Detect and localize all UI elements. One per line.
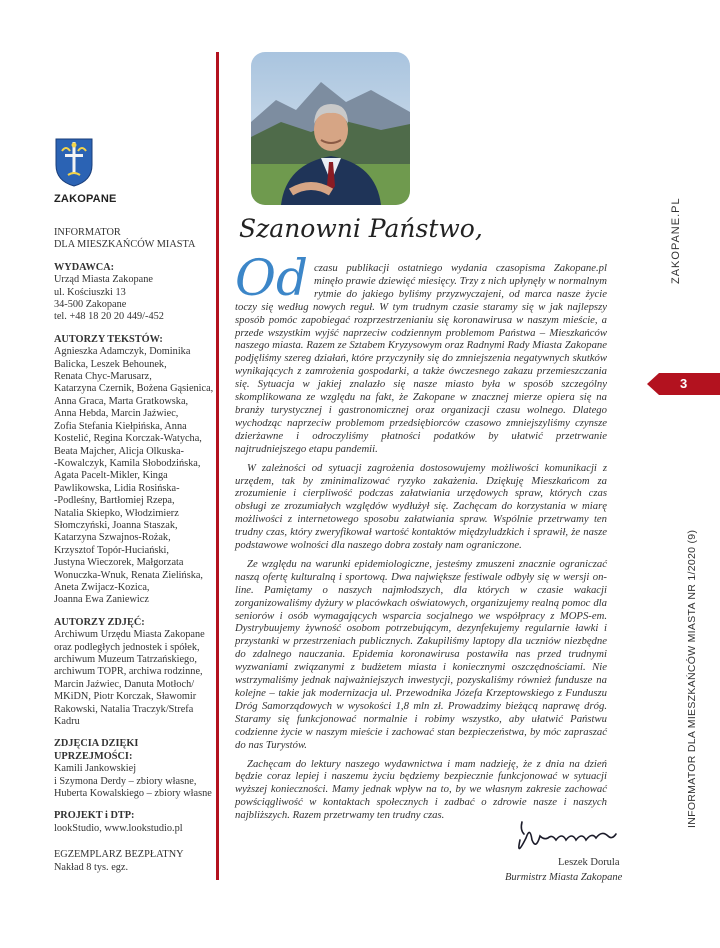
letter-body xyxy=(235,249,607,828)
photos-block xyxy=(54,617,214,729)
info-line: Kadru xyxy=(54,716,80,728)
town-name: ZAKOPANE xyxy=(54,193,117,205)
info-line: Huberta Kowalskiego – zbiory własne xyxy=(54,788,212,800)
masthead-sidebar xyxy=(54,227,214,884)
info-line: EGZEMPLARZ BEZPŁATNY xyxy=(54,849,184,861)
mayor-photo xyxy=(251,52,410,205)
free-copy-lines xyxy=(54,849,214,874)
info-line: Wonuczka-Wnuk, Renata Zielińska, xyxy=(54,569,203,581)
info-line: Anna Hebda, Marcin Jaźwiec, xyxy=(54,408,179,420)
info-line: Kostelić, Regina Korczak-Watycha, xyxy=(54,433,202,445)
info-line: Archiwum Urzędu Miasta Zakopane xyxy=(54,629,205,641)
info-line: Renata Chyc-Marusarz, xyxy=(54,371,152,383)
publisher-heading: WYDAWCA: xyxy=(54,261,115,273)
info-line: Agnieszka Adamczyk, Dominika xyxy=(54,346,191,358)
info-line: archiwum Muzeum Tatrzańskiego, xyxy=(54,654,197,665)
authors-lines xyxy=(54,346,214,607)
letter-paragraph: W zależności od sytuacji zagrożenia dostosowujemy możliwości komunikacji z urzędem, tak by zminimalizować ryzyko zakażenia. Dziękuję Mieszkańcom za zrozumienie i cierpliwość podczas załatwiania urzędowych spraw, których czas obsługi ze zrozumiałych względów wydłużył się. Zachęcam do korzystania w miarę możliwości z internetowego sposobu załatwiania spraw. Wspólnie przetrwamy ten trudny czas, który zweryfikował wartość kontaktów międzyludzkich i sprawił, że nasze podstawowe wolności dla naszego dobra zostały nam ograniczone. xyxy=(235,461,607,552)
paragraph-text: czasu publikacji ostatniego wydania czasopisma Zakopane.pl minęło prawie dziewięć miesięcy. Trzy z nich upłynęły w normalnym rytmie do jakiego byliśmy przyzwyczajeni, od marca nasze życie toczy się według nowych reguł. W tym trudnym czasie staramy się w jak najlepszy sposób pomóc zapobiegać rozprzestrzenianiu się koronawirusa w naszym mieście, a przede wszystkim wyjść naprzeciw codziennym problemom Państwa – Mieszkańców naszego miasta. Razem ze Sztabem Kryzysowym oraz Radnymi Rady Miasta Zakopane podjęliśmy szereg działań, które przyczyniły się do zmniejszenia negatywnych skutków wynikających z zamrożenia gospodarki, a także ówczesnego zakazu przemieszczania się. Sytuacja w jakiej znalazło się nasze miasto była w sposób szczególny skomplikowana ze względu na fakt, że Zakopane w znacznej mierze opiera się na branży turystycznej i gastronomicznej oraz organizacji czasu wolnego. Dlatego wychodząc naprzeciw problemom przedsiębiorców czasowo zmniejszyliśmy czynsze dzierżawne i odroczyliśmy płatności podatków by ułatwić przetrwanie najtrudniejszego etapu pandemii. xyxy=(235,262,607,455)
info-line: Katarzyna Szwajnos-Rożak, xyxy=(54,532,171,544)
courtesy-block xyxy=(54,738,214,800)
courtesy-heading: ZDJĘCIA DZIĘKI UPRZEJMOŚCI: xyxy=(54,738,139,762)
info-line: Rakowski, Natalia Traczyk/Strefa xyxy=(54,703,194,715)
page-number: 3 xyxy=(680,376,688,391)
info-line: Katarzyna Czernik, Bożena Gąsienica, xyxy=(54,383,214,395)
info-line: Słomczyński, Joanna Staszak, xyxy=(54,519,178,531)
informator-block xyxy=(54,227,214,252)
info-line: Justyna Wieczorek, Małgorzata xyxy=(54,557,184,569)
info-line: 34-500 Zakopane xyxy=(54,299,127,311)
signer-name: Leszek Dorula xyxy=(558,857,620,868)
photos-lines xyxy=(54,629,214,728)
info-line: Zofia Stefania Kiełpińska, Anna xyxy=(54,420,187,432)
info-line: ul. Kościuszki 13 xyxy=(54,286,126,298)
info-line: Agata Pacelt-Mikler, Kinga xyxy=(54,470,168,482)
dtp-lines xyxy=(54,823,214,835)
info-line: MKiDN, Piotr Korczak, Sławomir xyxy=(54,691,197,703)
informator-line: DLA MIESZKAŃCÓW MIASTA xyxy=(54,239,196,251)
dtp-block xyxy=(54,810,214,835)
info-line: Aneta Zwijacz-Kozica, xyxy=(54,581,150,593)
photos-heading: AUTORZY ZDJĘĆ: xyxy=(54,616,145,628)
info-line: i Szymona Derdy – zbiory własne, xyxy=(54,775,197,787)
authors-heading: AUTORZY TEKSTÓW: xyxy=(54,333,163,345)
info-line: archiwum TOPR, archiwa rodzinne, xyxy=(54,666,203,678)
issue-info: INFORMATOR DLA MIESZKAŃCÓW MIASTA NR 1/2020 (9) xyxy=(686,529,698,828)
letter-paragraph xyxy=(235,249,607,456)
publisher-lines xyxy=(54,274,214,324)
dropcap: Od xyxy=(235,249,308,307)
letter-paragraph: Ze względu na warunki epidemiologiczne, jesteśmy zmuszeni znacznie ograniczać naszą ofertę kulturalną i sportową. Dwa największe festiwale odbyły się w wersji on-line. Pamiętamy o naszych najmłodszych, dla których w czasie wakacji zorganizowaliśmy dyżury w placówkach oświatowych, organizujemy realną pomoc dla seniorów i osób wymagających wsparcia socjalnego we współpracy z MOPS-em. Dystrybuujemy żywność osobom potrzebującym, dezynfekujemy regularnie ławki i przystanki w przestrzeniach publicznych. Zakupiliśmy laptopy dla uczniów niezbędne do zdalnego nauczania. Epidemia koronawirusa postawiła nas przed trudnymi wyzwaniami związanymi z budżetem miasta i koniecznymi oszczędnościami. Nie wstrzymaliśmy jednak najważniejszych inwestycji, pozyskaliśmy również fundusze na kolejne – takie jak modernizacja ul. Przewodnika Józefa Krzeptowskiego z Funduszu Dróg Samorządowych w wysokości 1,8 mln zł. Prowadzimy bieżącą naprawę dróg. Staramy się funkcjonować normalnie i robimy wszystko, aby ułatwić Państwu codzienne życie w naszym mieście i zachować stan bezpieczeństwa, by móc zapraszać do nas Turystów. xyxy=(235,557,607,751)
courtesy-lines xyxy=(54,763,214,800)
info-line: Kamili Jankowskiej xyxy=(54,763,137,775)
letter-paragraph: Zachęcam do lektury naszego wydawnictwa i mam nadzieję, że z dnia na dzień będzie coraz lepiej i naszemu życiu będziemy bezpiecznie funkcjonować w sytuacji wyższej konieczności. Mamy jednak wpływ na to, by we własnym zakresie zachować powściągliwość w kontaktach społecznych i zadbać o zdrowie nasze i naszych najbliższych. Razem przetrwamy ten trudny czas. xyxy=(235,757,607,822)
informator-line: INFORMATOR xyxy=(54,227,121,238)
info-line: Natalia Skiepko, Włodzimierz xyxy=(54,507,179,519)
info-line: Marcin Jaźwiec, Danuta Motłoch/ xyxy=(54,678,195,690)
letter-greeting: Szanowni Państwo, xyxy=(239,214,483,243)
zakopane-crest-icon xyxy=(54,137,94,187)
site-url: ZAKOPANE.PL xyxy=(670,197,682,284)
handwritten-signature xyxy=(512,810,632,860)
publisher-block xyxy=(54,262,214,324)
info-line: Joanna Ewa Zaniewicz xyxy=(54,594,149,606)
info-line: tel. +48 18 20 20 449/-452 xyxy=(54,311,164,323)
info-line: oraz podległych jednostek i spółek, xyxy=(54,641,200,653)
info-line: Balicka, Leszek Behounek, xyxy=(54,358,167,370)
info-line: lookStudio, www.lookstudio.pl xyxy=(54,822,183,834)
info-line: Anna Graca, Marta Gratkowska, xyxy=(54,395,189,407)
red-divider xyxy=(216,52,219,880)
info-line: -Kowalczyk, Kamila Słobodzińska, xyxy=(54,457,201,469)
info-line: -Podleśny, Bartłomiej Rzepa, xyxy=(54,495,175,507)
signer-role: Burmistrz Miasta Zakopane xyxy=(505,872,623,883)
info-line: Pawlikowska, Lidia Rosińska- xyxy=(54,482,180,494)
info-line: Urząd Miasta Zakopane xyxy=(54,274,153,286)
authors-block xyxy=(54,334,214,607)
dtp-heading: PROJEKT i DTP: xyxy=(54,810,135,822)
info-line: Nakład 8 tys. egz. xyxy=(54,861,129,873)
free-copy-block xyxy=(54,849,214,874)
info-line: Krzysztof Topór-Huciański, xyxy=(54,544,169,556)
info-line: Beata Majcher, Alicja Olkuska- xyxy=(54,445,184,457)
